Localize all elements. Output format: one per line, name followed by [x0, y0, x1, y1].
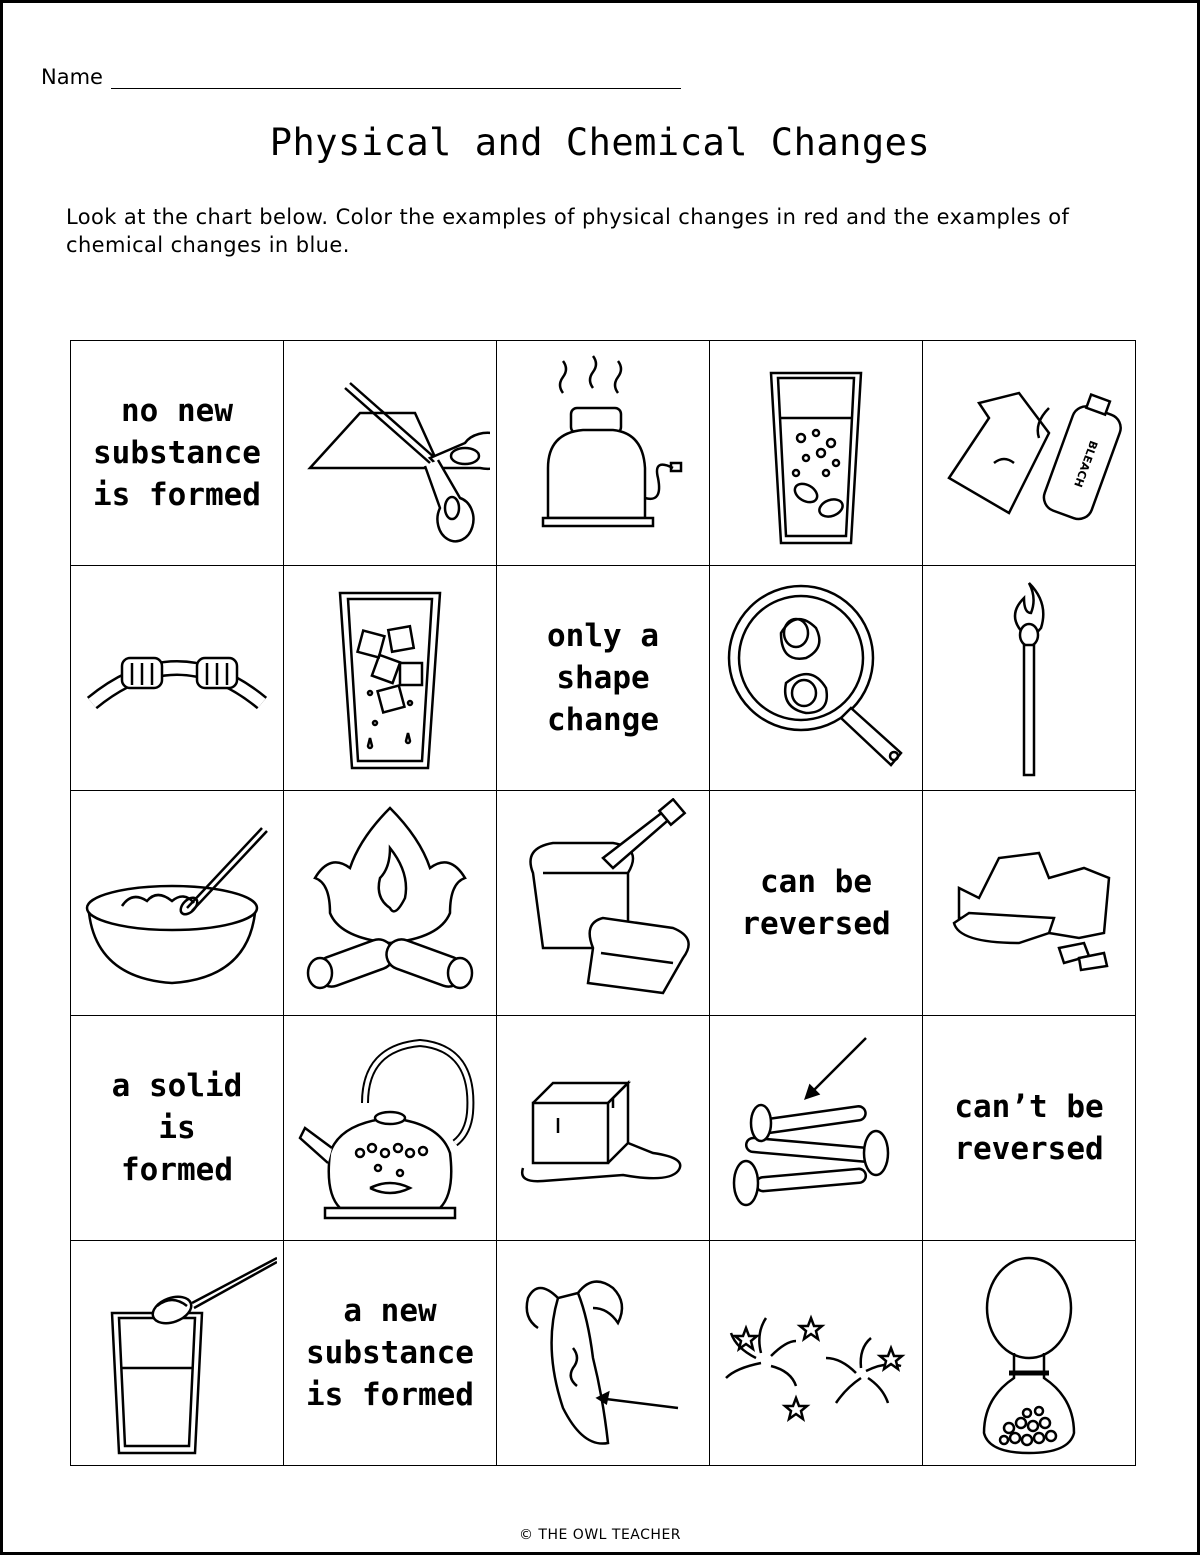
cell-solid-is-formed[interactable] [71, 1016, 284, 1241]
cell-bending-pipe[interactable] [71, 566, 284, 791]
cell-label: no new substance is formed [93, 393, 261, 513]
cell-frying-eggs[interactable] [710, 566, 923, 791]
cell-label: a solid is formed [111, 1068, 243, 1188]
hands-bending-pipe-icon [77, 573, 277, 783]
page-title: Physical and Chemical Changes [269, 121, 931, 164]
name-label: Name [41, 65, 103, 89]
cell-no-new-substance[interactable] [71, 341, 284, 566]
cell-slicing-bread[interactable] [497, 791, 710, 1016]
toaster-icon [503, 348, 703, 558]
balloon-on-flask-icon [929, 1248, 1129, 1458]
fizzing-tablet-glass-icon [716, 348, 916, 558]
cell-rotting-banana[interactable] [497, 1241, 710, 1466]
scissors-cutting-paper-icon [290, 348, 490, 558]
melting-butter-icon [503, 1023, 703, 1233]
rotting-banana-icon [503, 1248, 703, 1458]
mixing-bowl-icon [77, 798, 277, 1008]
cell-balloon-flask[interactable] [923, 1241, 1136, 1466]
bleach-on-shirt-icon [929, 348, 1129, 558]
sliced-bread-knife-icon [503, 798, 703, 1008]
cell-toaster[interactable] [497, 341, 710, 566]
instructions: Look at the chart below. Color the examples of physical changes in red and the examples of chemical changes in blue. [66, 205, 1070, 257]
campfire-icon [290, 798, 490, 1008]
cell-mixing-bowl[interactable] [71, 791, 284, 1016]
broken-pot-icon [929, 798, 1129, 1008]
name-field [41, 65, 681, 89]
cell-dissolving-sugar[interactable] [71, 1241, 284, 1466]
cell-cant-be-reversed[interactable] [923, 1016, 1136, 1241]
cell-campfire[interactable] [284, 791, 497, 1016]
frying-pan-eggs-icon [716, 573, 916, 783]
cell-rusty-nails[interactable] [710, 1016, 923, 1241]
cell-fizzing-tablet[interactable] [710, 341, 923, 566]
burning-match-icon [929, 573, 1129, 783]
glass-with-spoon-icon [77, 1248, 277, 1458]
name-blank-line[interactable] [111, 68, 681, 89]
bleach-label: BLEACH [1071, 438, 1101, 490]
fireworks-icon [716, 1248, 916, 1458]
cell-label: a new substance is formed [306, 1293, 474, 1413]
cell-bleach[interactable] [923, 341, 1136, 566]
cell-fireworks[interactable] [710, 1241, 923, 1466]
cell-label: can be reversed [741, 864, 891, 942]
cell-melting-cube[interactable] [497, 1016, 710, 1241]
cell-can-be-reversed[interactable] [710, 791, 923, 1016]
cell-broken-pot[interactable] [923, 791, 1136, 1016]
boiling-kettle-icon [290, 1023, 490, 1233]
cell-ice-glass[interactable] [284, 566, 497, 791]
rusty-nails-icon [716, 1023, 916, 1233]
cell-boiling-kettle[interactable] [284, 1016, 497, 1241]
cell-burning-match[interactable] [923, 566, 1136, 791]
copyright-footer: © THE OWL TEACHER [518, 1527, 682, 1543]
changes-chart [70, 340, 1136, 1466]
cell-label: only a shape change [547, 618, 659, 738]
cell-only-shape-change[interactable] [497, 566, 710, 791]
cell-label: can’t be reversed [954, 1089, 1104, 1167]
glass-of-ice-icon [290, 573, 490, 783]
cell-cutting-paper[interactable] [284, 341, 497, 566]
cell-new-substance-formed[interactable] [284, 1241, 497, 1466]
